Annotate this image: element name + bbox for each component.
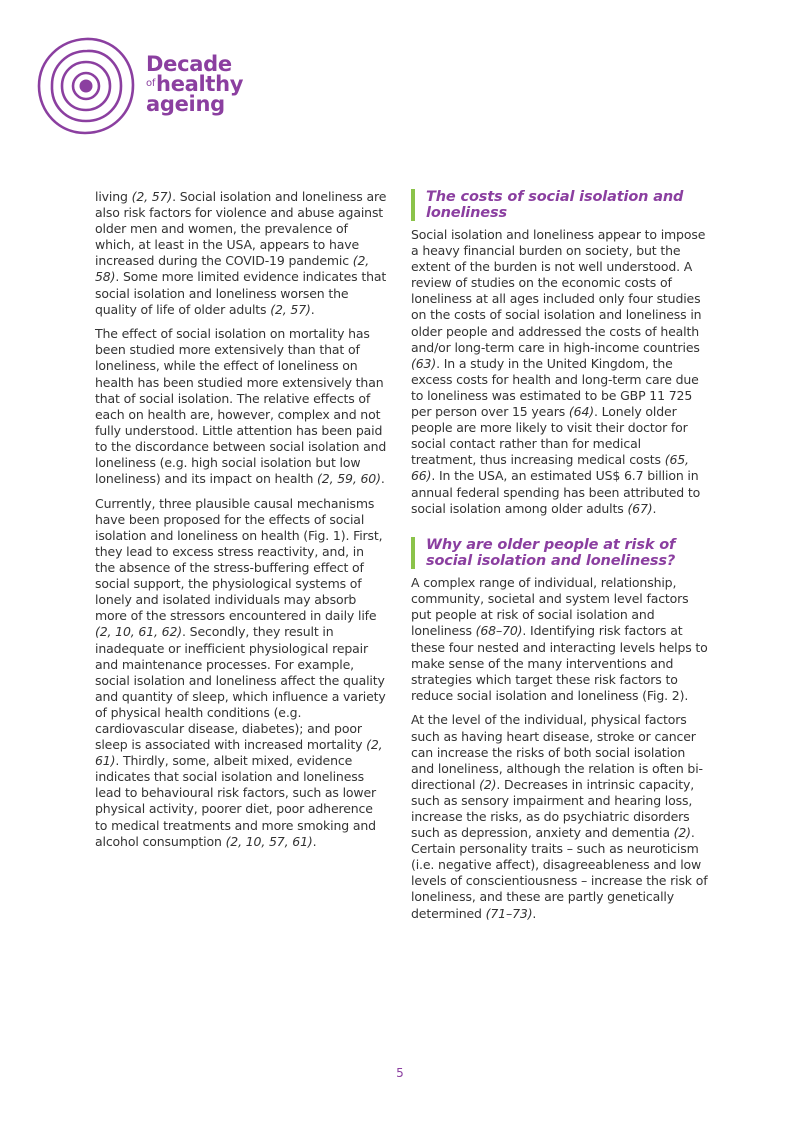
citation-reference: (65, 66)	[411, 452, 689, 484]
citation-reference: (2, 57)	[270, 301, 311, 317]
right-column	[411, 189, 709, 930]
logo-line-healthy	[146, 74, 243, 94]
logo-line-decade: Decade	[146, 52, 232, 76]
logo-line-ageing: ageing	[146, 92, 225, 116]
citation-reference: (2, 10, 61, 62)	[95, 624, 183, 640]
section-heading-risk: Why are older people at risk of social isolation and loneliness?	[411, 537, 709, 569]
citation-reference: (63)	[411, 355, 437, 371]
left-paragraph-1: living (2, 57). Social isolation and loneliness are also risk factors for violence and abuse against older men and women, the prevalence of which, at least in the USA, appears to have increased during the COVID-19 pandemic (2, 58). Some more limited evidence indicates that social isolation and loneliness worsen the quality of life of older adults (2, 57).	[95, 189, 387, 317]
decade-of-healthy-ageing-logo	[36, 36, 286, 136]
citation-reference: (2, 58)	[95, 253, 370, 285]
logo-healthy: healthy	[156, 72, 244, 96]
section-heading-costs: The costs of social isolation and loneliness	[411, 189, 709, 221]
citation-reference: (2)	[479, 776, 497, 792]
citation-reference: (2, 61)	[95, 737, 383, 769]
citation-reference: (68–70)	[475, 623, 523, 639]
left-paragraph-3: Currently, three plausible causal mechanisms have been proposed for the effects of social isolation and loneliness on health (Fig. 1). First, they lead to excess stress reactivity, and, in the absence of the stress-buffering effect of social support, the physiological systems of lonely and isolated individuals may absorb more of the stressors encountered in daily life (2, 10, 61, 62). Secondly, they result in inadequate or inefficient physiological repair and maintenance processes. For example, social isolation and loneliness affect the quality and quantity of sleep, which influence a variety of physical health conditions (e.g. cardiovascular disease, diabetes); and poor sleep is associated with increased mortality (2, 61). Thirdly, some, albeit mixed, evidence indicates that social isolation and loneliness lead to behavioural risk factors, such as lower physical activity, poorer diet, poor adherence to medical treatments and more smoking and alcohol consumption (2, 10, 57, 61).	[95, 495, 386, 849]
citation-reference: (2, 57)	[131, 189, 173, 204]
right-paragraph-risk-factors: A complex range of individual, relationship, community, societal and system level factors put people at risk of social isolation and loneliness (68–70). Identifying risk factors at these four nested and interacting levels helps to make sense of the many interventions and strategies which target these risk factors to reduce social isolation and loneliness (Fig. 2).	[411, 575, 708, 703]
citation-reference: (2, 59, 60)	[317, 471, 381, 487]
left-paragraph-2: The effect of social isolation on mortality has been studied more extensively than that of loneliness, while the effect of loneliness on health has been studied more extensively than that of social isolation. The relative effects of each on health are, however, complex and not fully understood. Little attention has been paid to the discordance between social isolation and loneliness (e.g. high social isolation but low loneliness) and its impact on health (2, 59, 60).	[95, 326, 387, 487]
citation-reference: (67)	[627, 500, 653, 516]
right-paragraph-individual-level: At the level of the individual, physical factors such as having heart disease, stroke or cancer can increase the risks of both social isolation and loneliness, although the relation is often bi-directional (2). Decreases in intrinsic capacity, such as sensory impairment and hearing loss, increase the risks, as do psychiatric disorders such as depression, anxiety and dementia (2). Certain personality traits – such as neuroticism (i.e. negative affect), disagreeableness and low levels of conscientiousness – increase the risk of loneliness, and these are partly genetically determined (71–73).	[411, 712, 708, 921]
section-spacer	[411, 525, 709, 537]
citation-reference: (2, 10, 57, 61)	[225, 833, 313, 849]
concentric-rings-icon	[36, 36, 136, 136]
citation-reference: (71–73)	[485, 905, 533, 921]
citation-reference: (64)	[568, 404, 594, 420]
page-number: 5	[396, 1066, 404, 1080]
logo-of: of	[146, 78, 156, 89]
logo-wordmark	[146, 54, 243, 114]
left-column	[95, 189, 387, 858]
citation-reference: (2)	[673, 825, 691, 841]
right-paragraph-costs: Social isolation and loneliness appear to impose a heavy financial burden on society, but the extent of the burden is not well understood. A review of studies on the economic costs of loneliness at all ages included only four studies on the costs of social isolation and loneliness in older people and addressed the costs of health and/or long-term care in high-income countries (63). In a study in the United Kingdom, the excess costs for health and long-term care due to loneliness was estimated to be GBP 11 725 per person over 15 years (64). Lonely older people are more likely to visit their doctor for social contact rather than for medical treatment, thus increasing medical costs (65, 66). In the USA, an estimated US$ 6.7 billion in annual federal spending has been attributed to social isolation among older adults (67).	[411, 227, 706, 516]
